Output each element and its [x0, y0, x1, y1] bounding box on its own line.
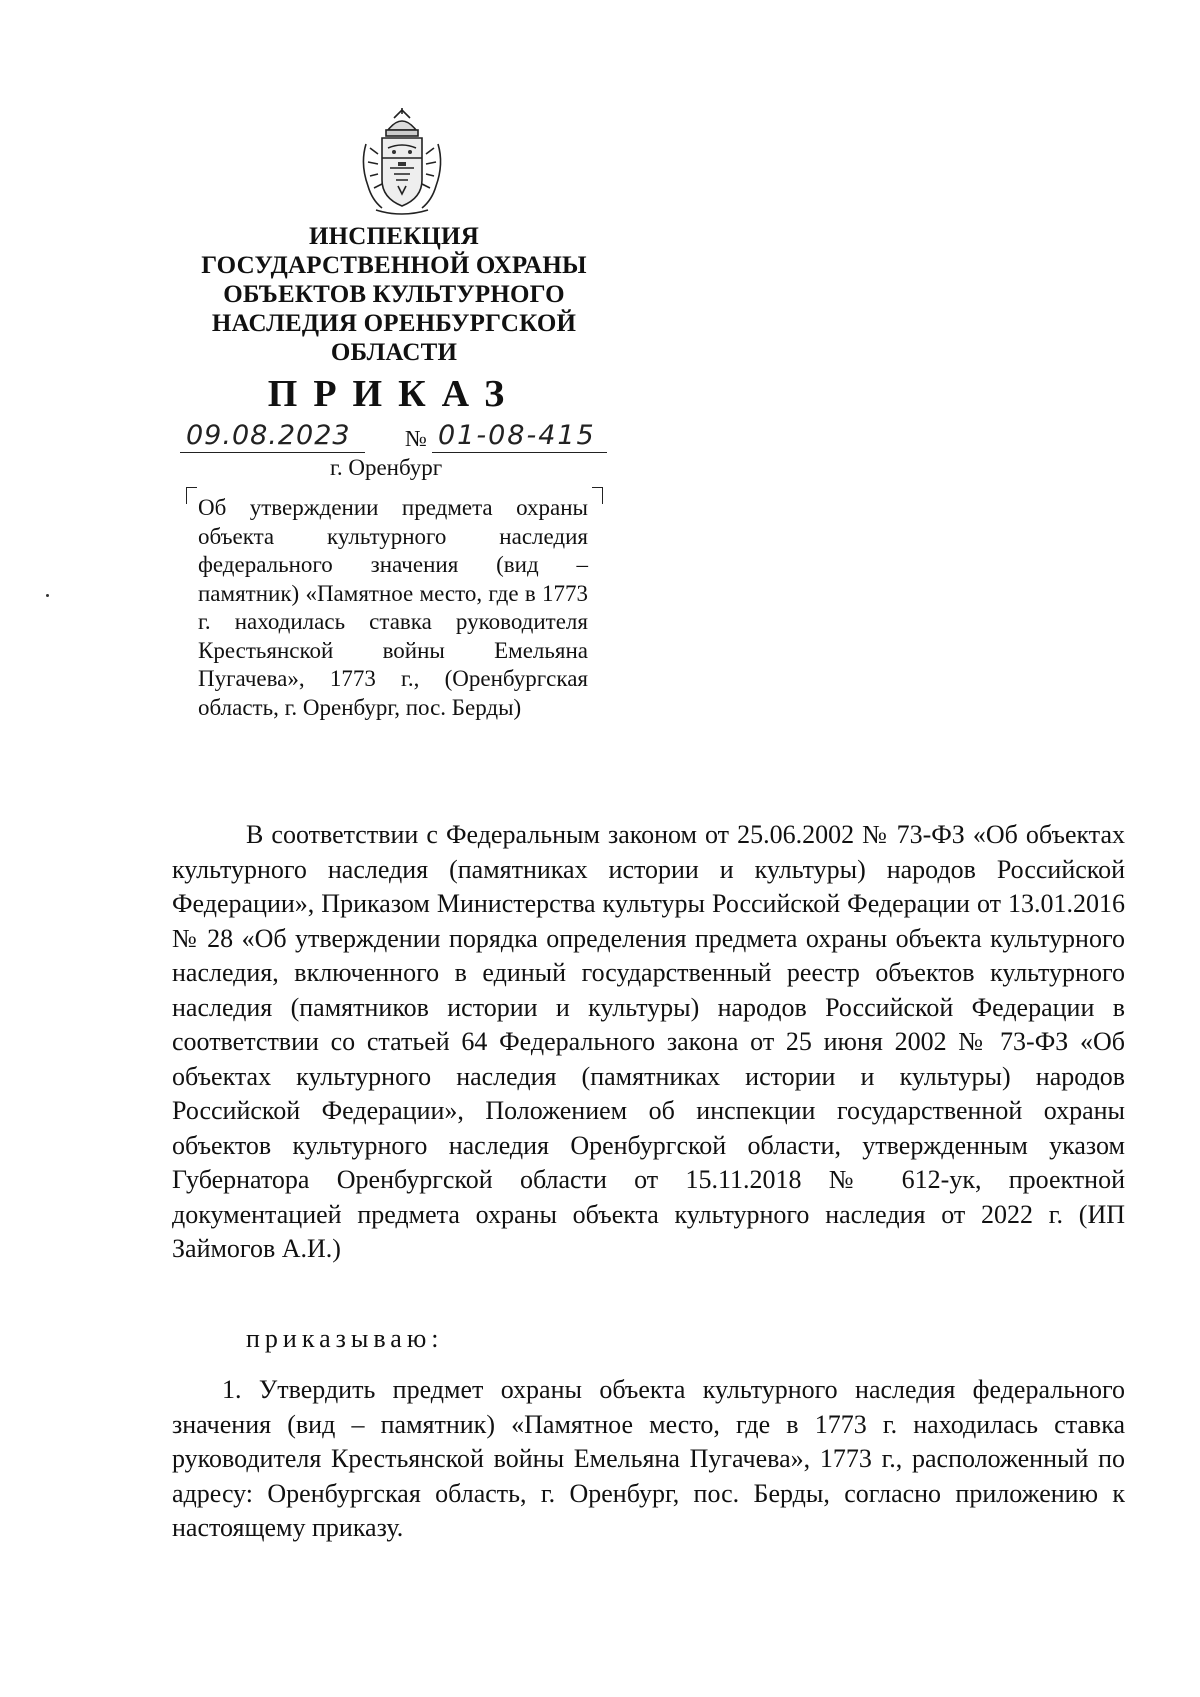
city-label: г. Оренбург [330, 455, 443, 480]
subject-corner-left [186, 487, 197, 504]
date-underline [180, 452, 365, 453]
order-date-handwritten: 09.08.2023 [186, 420, 351, 451]
order-subject: Об утверждении предмета охраны объекта культурного наследия федерального значения (вид – памятник) «Памятное место, где в 1773 г. находилась ставка руководителя Крестьянской войны Емельяна Пугачева», 1773 г., (Оренбургская область, г. Оренбург, пос. Берды) [198, 495, 588, 720]
organization-line: ИНСПЕКЦИЯ [309, 223, 479, 250]
number-sign: № [405, 426, 427, 451]
order-item-1: 1. Утвердить предмет охраны объекта культурного наследия федерального значения (вид – памятник) «Памятное место, где в 1773 г. находилась ставка руководителя Крестьянской войны Емельяна Пугачева», 1773 г., расположенный по адресу: Оренбургская область, г. Оренбург, пос. Берды, согласно приложению к настоящему приказу. [172, 1375, 1125, 1542]
subject-corner-right [592, 487, 603, 504]
organization-line: НАСЛЕДИЯ ОРЕНБУРГСКОЙ [211, 310, 577, 337]
organization-line: ГОСУДАРСТВЕННОЙ ОХРАНЫ [201, 252, 587, 279]
number-underline [432, 452, 607, 453]
order-number-handwritten: 01-08-415 [438, 420, 596, 451]
document-type-title: ПРИКАЗ [267, 373, 521, 415]
order-word: приказываю: [246, 1324, 444, 1353]
preamble-paragraph: В соответствии с Федеральным законом от 25.06.2002 № 73-ФЗ «Об объектах культурного наследия (памятниках истории и культуры) народов Российской Федерации», Приказом Министерства культуры Российской Федерации от 13.01.2016 № 28 «Об утверждении порядка определения предмета охраны объекта культурного наследия, включенного в единый государственный реестр объектов культурного наследия (памятников истории и культуры) народов Российской Федерации в соответствии со статьей 64 Федерального закона от 25 июня 2002 № 73-ФЗ «Об объектах культурного наследия (памятниках истории и культуры) народов Российской Федерации», Положением об инспекции государственной охраны объектов культурного наследия Оренбургской области, утвержденным указом Губернатора Оренбургской области от 15.11.2018 № 612-ук, проектной документацией предмета охраны объекта культурного наследия от 2022 г. (ИП Займогов А.И.) [172, 820, 1125, 1263]
organization-line: ОБЛАСТИ [330, 339, 458, 366]
organization-line: ОБЪЕКТОВ КУЛЬТУРНОГО [223, 281, 565, 308]
scan-speck [46, 594, 49, 597]
coat-of-arms-icon [358, 108, 446, 216]
organization-name [190, 222, 598, 367]
